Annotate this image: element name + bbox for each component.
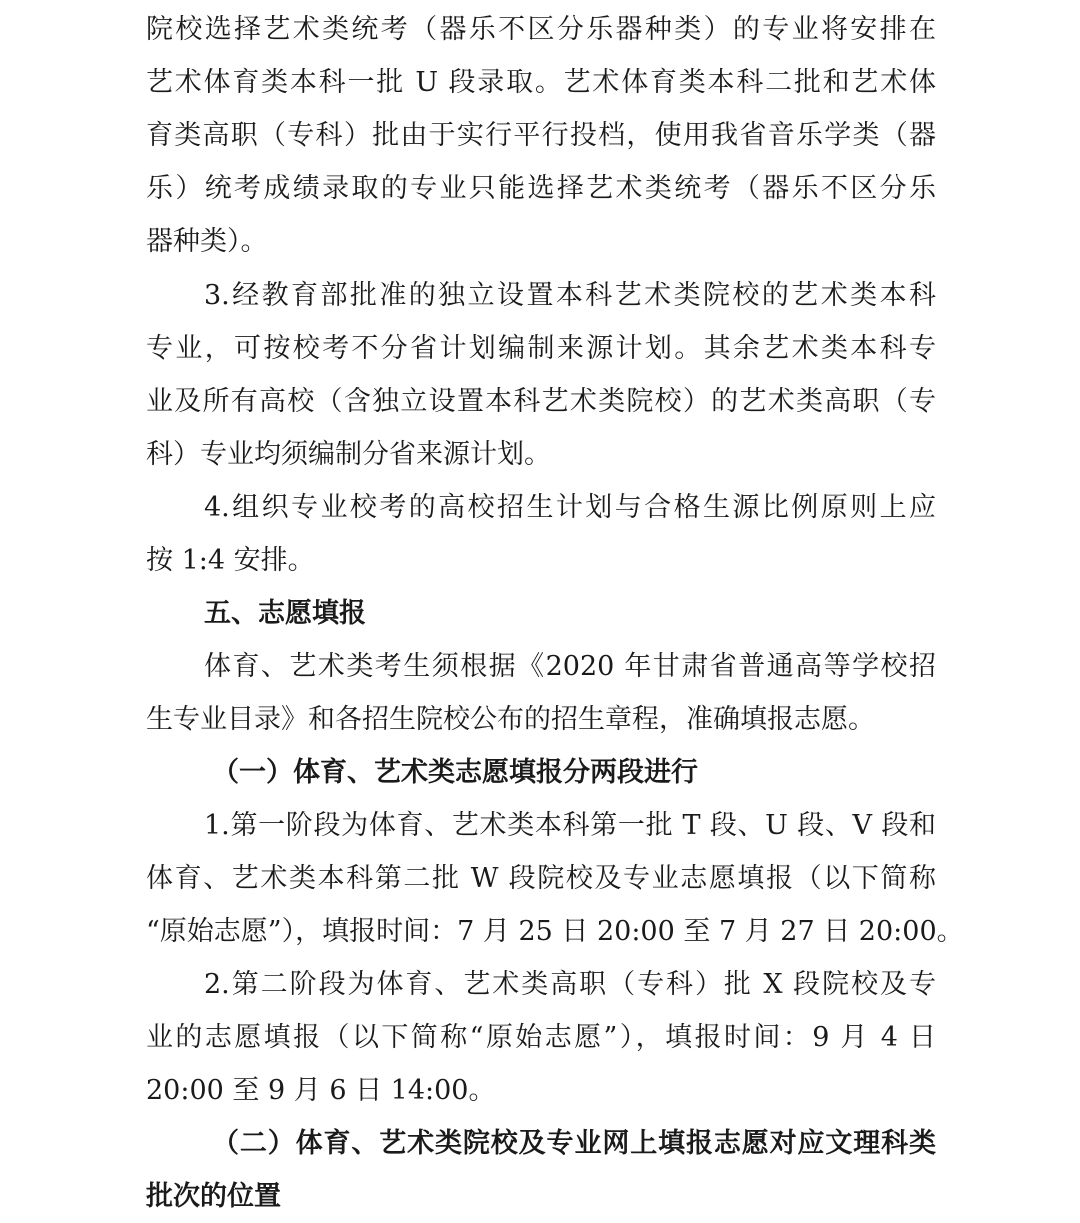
paragraph-line: 乐）统考成绩录取的专业只能选择艺术类统考（器乐不区分乐 bbox=[146, 173, 936, 204]
paragraph-line: 院校选择艺术类统考（器乐不区分乐器种类）的专业将安排在 bbox=[146, 14, 936, 45]
list-item-1-line: 1.第一阶段为体育、艺术类本科第一批 T 段、U 段、V 段和 bbox=[204, 810, 936, 841]
paragraph-line: 专业，可按校考不分省计划编制来源计划。其余艺术类本科专 bbox=[146, 333, 936, 364]
paragraph-line: 科）专业均须编制分省来源计划。 bbox=[146, 439, 551, 470]
list-item-2-line: 2.第二阶段为体育、艺术类高职（专科）批 X 段院校及专 bbox=[204, 969, 936, 1000]
paragraph-line: 艺术体育类本科一批 U 段录取。艺术体育类本科二批和艺术体 bbox=[146, 67, 936, 98]
paragraph-line: 20:00 至 9 月 6 日 14:00。 bbox=[146, 1075, 496, 1106]
paragraph-line: 育类高职（专科）批由于实行平行投档，使用我省音乐学类（器 bbox=[146, 120, 936, 151]
paragraph-line: 体育、艺术类考生须根据《2020 年甘肃省普通高等学校招 bbox=[204, 651, 936, 682]
subsection-heading-2-cont: 批次的位置 bbox=[146, 1181, 281, 1212]
subsection-heading-1: （一）体育、艺术类志愿填报分两段进行 bbox=[212, 757, 698, 788]
subsection-heading-2: （二）体育、艺术类院校及专业网上填报志愿对应文理科类 bbox=[212, 1128, 936, 1159]
paragraph-line: 生专业目录》和各招生院校公布的招生章程，准确填报志愿。 bbox=[146, 704, 875, 735]
list-item-3-line: 3.经教育部批准的独立设置本科艺术类院校的艺术类本科 bbox=[204, 280, 936, 311]
paragraph-line: 业及所有高校（含独立设置本科艺术类院校）的艺术类高职（专 bbox=[146, 386, 936, 417]
section-heading: 五、志愿填报 bbox=[204, 598, 366, 629]
paragraph-line: 体育、艺术类本科第二批 W 段院校及专业志愿填报（以下简称 bbox=[146, 863, 936, 894]
paragraph-line: 按 1:4 安排。 bbox=[146, 545, 315, 576]
list-item-4-line: 4.组织专业校考的高校招生计划与合格生源比例原则上应 bbox=[204, 492, 936, 523]
paragraph-line: 业的志愿填报（以下简称“原始志愿”），填报时间：9 月 4 日 bbox=[146, 1022, 936, 1053]
paragraph-line: “原始志愿”），填报时间：7 月 25 日 20:00 至 7 月 27 日 20:00。 bbox=[146, 916, 964, 947]
paragraph-line: 器种类）。 bbox=[146, 226, 268, 257]
